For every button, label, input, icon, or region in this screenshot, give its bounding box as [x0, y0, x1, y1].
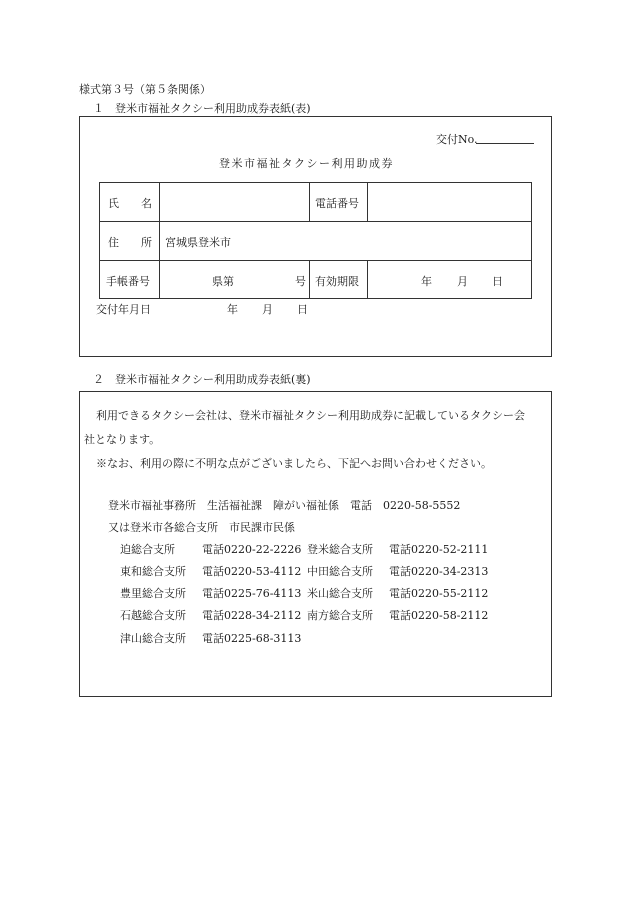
issue-date-year: 年 — [227, 303, 238, 316]
branch-name: 中田総合支所 — [307, 565, 373, 578]
branch-name: 津山総合支所 — [120, 632, 186, 645]
handbook-value-cell — [159, 260, 309, 299]
branch-name: 迫総合支所 — [120, 543, 175, 556]
branch-phone: 電話0225-68-3113 — [202, 632, 302, 645]
phone-value-cell — [367, 182, 531, 221]
validity-value-cell — [367, 260, 531, 299]
handbook-label-cell — [99, 260, 159, 299]
branch-phone: 電話0220-58-2112 — [389, 609, 489, 622]
issue-date-month: 月 — [262, 303, 273, 316]
address-label: 住 所 — [108, 236, 152, 249]
section1-heading: １ 登米市福祉タクシー利用助成券表紙(表) — [93, 102, 311, 115]
validity-label: 有効期限 — [315, 275, 359, 288]
name-value-cell — [159, 182, 309, 221]
branch-phone: 電話0220-52-2111 — [389, 543, 489, 556]
branch-name: 米山総合支所 — [307, 587, 373, 600]
branch-name: 登米総合支所 — [307, 543, 373, 556]
validity-month: 月 — [457, 275, 468, 288]
address-value-cell — [159, 221, 531, 260]
phone-label-cell — [309, 182, 367, 221]
issue-date-label: 交付年月日 — [96, 303, 151, 316]
branch-phone: 電話0225-76-4113 — [202, 587, 302, 600]
address-value: 宮城県登米市 — [165, 236, 231, 249]
section2-heading: ２ 登米市福祉タクシー利用助成券表紙(裏) — [93, 373, 311, 386]
branch-name: 東和総合支所 — [120, 565, 186, 578]
address-label-cell — [99, 221, 159, 260]
inquiry-note: ※なお、利用の際に不明な点がございましたら、下記へお問い合わせください。 — [96, 457, 492, 470]
branch-name: 石越総合支所 — [120, 609, 186, 622]
handbook-label: 手帳番号 — [106, 275, 150, 288]
branch-phone: 電話0220-22-2226 — [202, 543, 302, 556]
issue-no-line — [476, 143, 534, 144]
form-label: 様式第３号（第５条関係） — [79, 83, 211, 96]
name-label: 氏 名 — [108, 197, 152, 210]
branch-phone: 電話0220-53-4112 — [202, 565, 302, 578]
validity-day: 日 — [492, 275, 503, 288]
branch-phone: 電話0220-55-2112 — [389, 587, 489, 600]
validity-year: 年 — [421, 275, 432, 288]
prefecture-text: 県第 — [212, 275, 234, 288]
number-suffix: 号 — [295, 275, 306, 288]
usage-paragraph-line1: 利用できるタクシー会社は、登米市福祉タクシー利用助成券に記載しているタクシー会 — [96, 409, 525, 422]
branch-offices-intro: 又は登米市各総合支所 市民課市民係 — [108, 521, 295, 534]
phone-label: 電話番号 — [315, 197, 359, 210]
usage-paragraph-line2: 社となります。 — [84, 433, 161, 446]
office-contact-line: 登米市福祉事務所 生活福祉課 障がい福祉係 電話 0220-58-5552 — [108, 499, 461, 512]
ticket-title: 登米市福祉タクシー利用助成券 — [219, 157, 394, 170]
issue-date-day: 日 — [297, 303, 308, 316]
holder-table — [99, 182, 532, 299]
name-label-cell — [99, 182, 159, 221]
issue-no-label: 交付No. — [436, 133, 478, 146]
branch-name: 南方総合支所 — [307, 609, 373, 622]
branch-phone: 電話0220-34-2313 — [389, 565, 489, 578]
validity-label-cell — [309, 260, 367, 299]
branch-name: 豊里総合支所 — [120, 587, 186, 600]
branch-phone: 電話0228-34-2112 — [202, 609, 302, 622]
